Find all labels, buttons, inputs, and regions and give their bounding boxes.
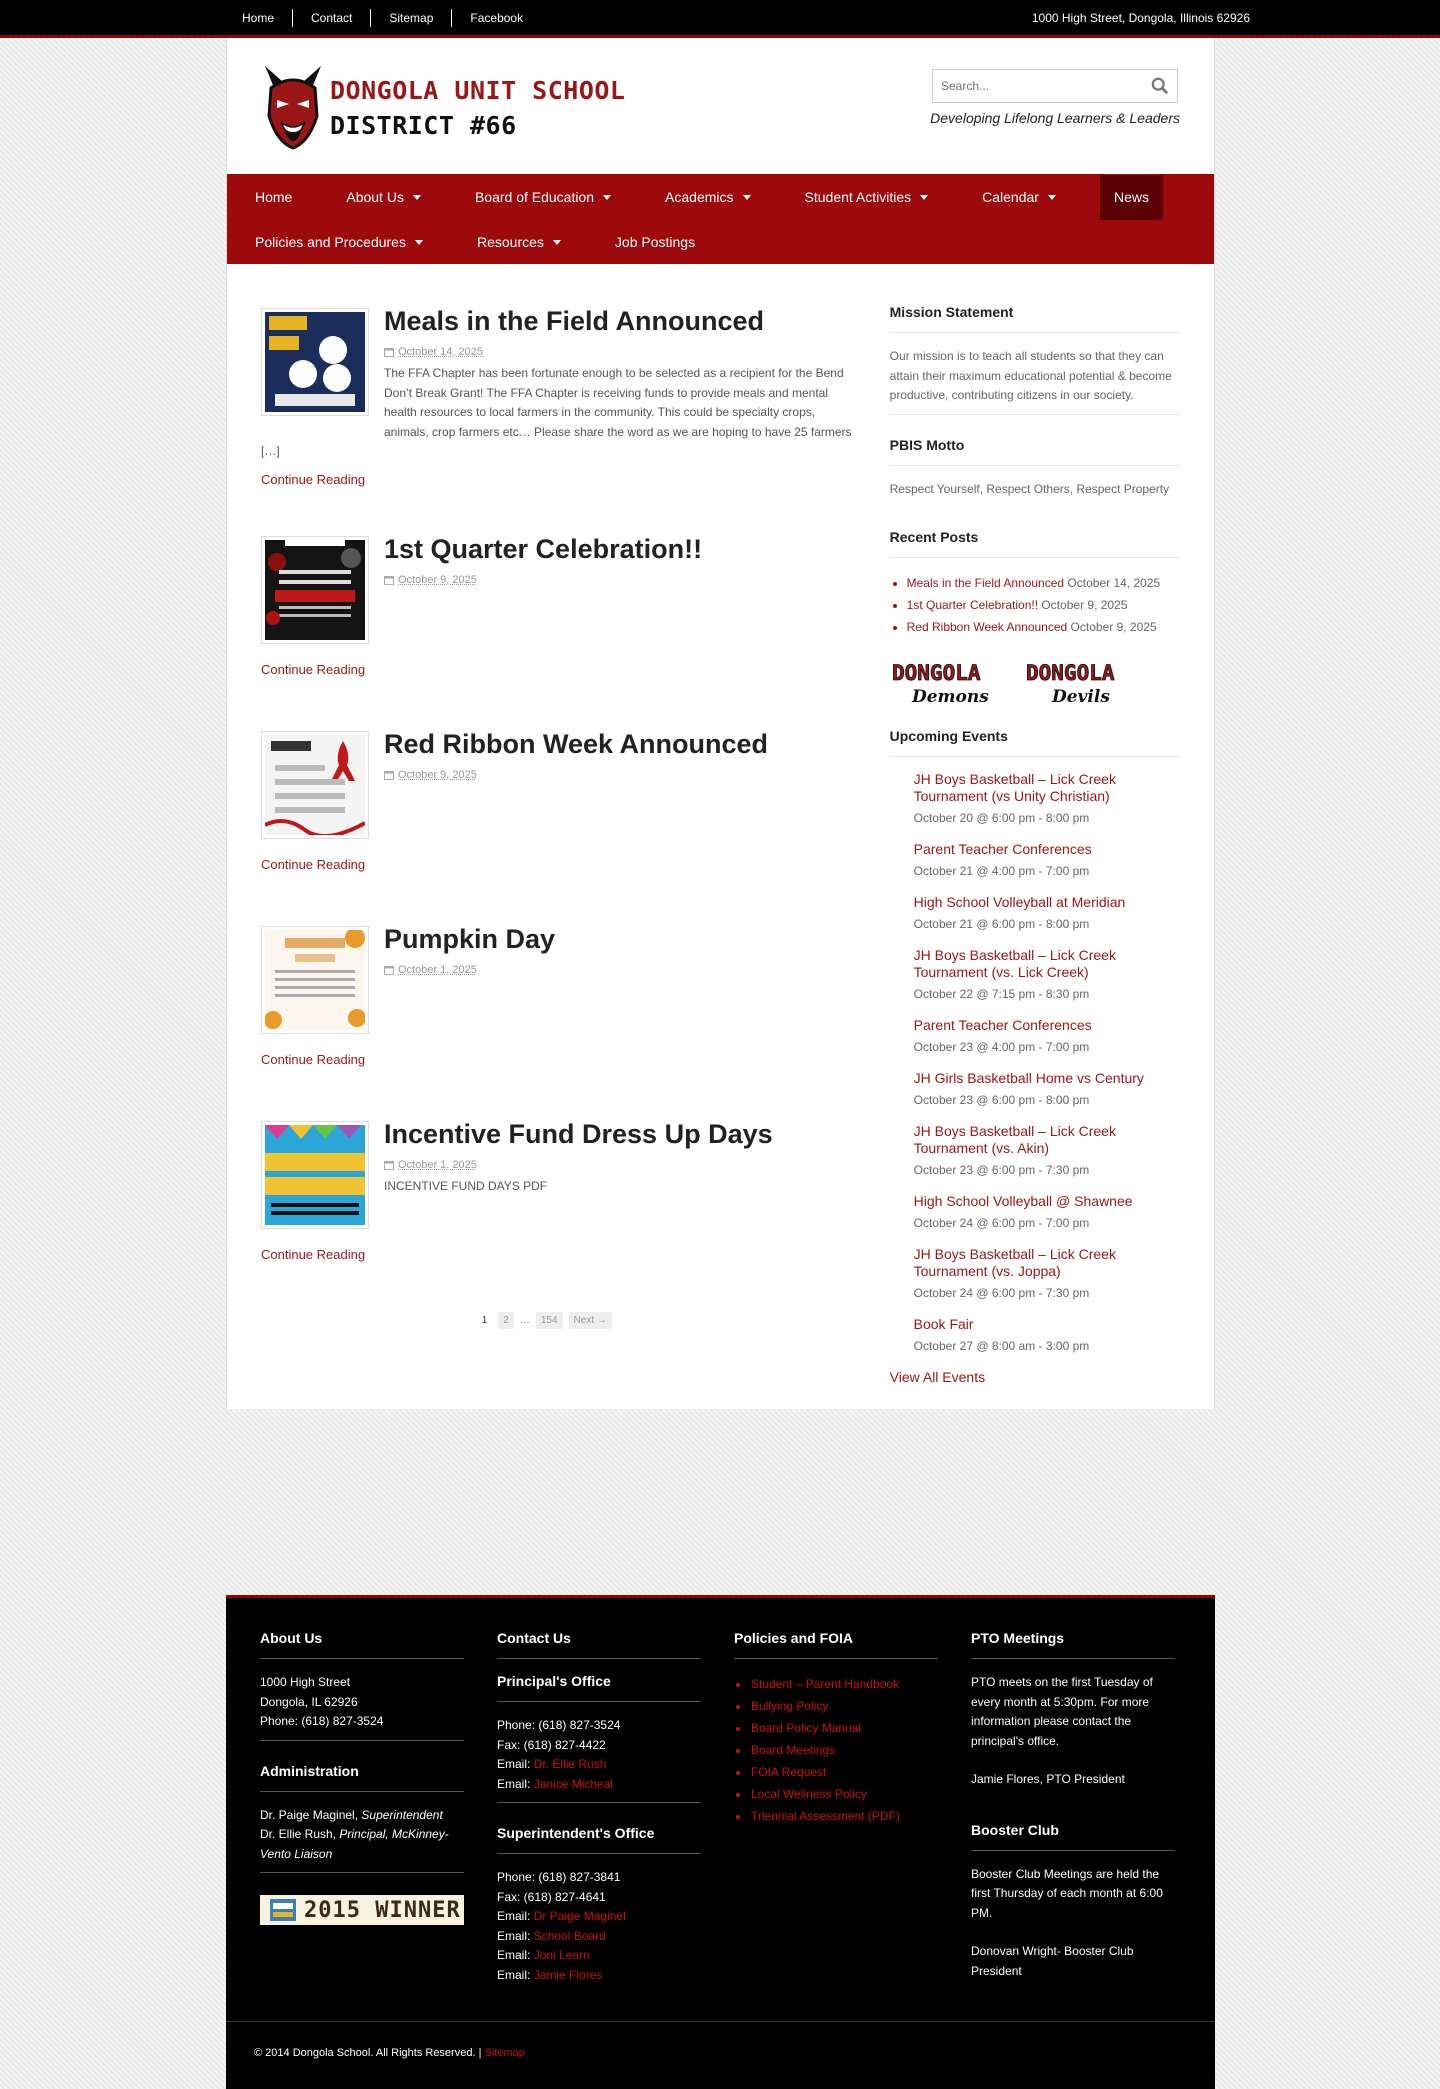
event-item bbox=[890, 1193, 1180, 1230]
page-link-last[interactable]: 154 bbox=[536, 1312, 563, 1329]
contact-fax: Fax: (618) 827-4422 bbox=[497, 1737, 606, 1752]
continue-reading-link[interactable]: Continue Reading bbox=[261, 661, 366, 677]
list-item bbox=[734, 1717, 938, 1739]
footer-sitemap-link[interactable]: Sitemap bbox=[484, 2047, 525, 2059]
event-item bbox=[890, 841, 1180, 878]
nav-label: About Us bbox=[346, 189, 404, 205]
policy-link[interactable]: Triennial Assessment (PDF) bbox=[751, 1809, 900, 1823]
content-area bbox=[227, 264, 1214, 1409]
post-item bbox=[261, 727, 858, 877]
event-link[interactable]: Book Fair bbox=[913, 1316, 974, 1332]
event-link[interactable]: JH Boys Basketball – Lick Creek Tournament (vs. Joppa) bbox=[913, 1246, 1116, 1279]
badge-text: DONGOLA bbox=[1025, 661, 1115, 685]
event-link[interactable]: High School Volleyball @ Shawnee bbox=[913, 1193, 1133, 1209]
post-item bbox=[261, 304, 858, 487]
top-link-sitemap[interactable]: Sitemap bbox=[371, 9, 452, 27]
event-link[interactable]: Parent Teacher Conferences bbox=[913, 841, 1092, 857]
post-item bbox=[261, 1117, 858, 1267]
admin-entry bbox=[260, 1825, 464, 1864]
nav-item-policies-and-procedures[interactable] bbox=[245, 220, 433, 265]
booster-president: Donovan Wright- Booster Club President bbox=[971, 1944, 1134, 1978]
nav-label: Home bbox=[255, 189, 293, 205]
incentive-fund-flyer-image bbox=[265, 1125, 365, 1225]
top-bar bbox=[0, 0, 1440, 38]
contact-email bbox=[497, 1966, 701, 1986]
post-excerpt: The FFA Chapter has been fortunate enough to be selected as a recipient for the Bend Don’t Break Grant! The FFA Chapter is receiving funds to provide meals and mental health resources to local farmers in the community. This could be specialty crops, animals, crop farmers etc… Please share the word as we are hoping to have 25 farmers […] bbox=[261, 366, 852, 458]
email-link[interactable]: Dr Paige Maginel bbox=[533, 1909, 626, 1923]
site-footer bbox=[226, 1595, 1215, 2089]
admin-name: Dr. Ellie Rush, bbox=[260, 1827, 340, 1841]
post-date-text[interactable]: October 1, 2025 bbox=[398, 1158, 477, 1171]
footer-heading: Policies and FOIA bbox=[734, 1630, 938, 1659]
event-link[interactable]: High School Volleyball at Meridian bbox=[913, 894, 1126, 910]
award-logo-icon bbox=[270, 1899, 296, 1921]
superintendent-contact bbox=[497, 1868, 701, 1985]
award-banner[interactable] bbox=[260, 1895, 464, 1925]
policy-link[interactable]: Bullying Policy bbox=[751, 1699, 829, 1713]
email-label: Email: bbox=[497, 1909, 534, 1923]
admin-role: Superintendent bbox=[361, 1807, 443, 1822]
contact-email bbox=[497, 1927, 701, 1947]
nav-item-student-activities[interactable] bbox=[795, 175, 939, 220]
post-title[interactable]: Pumpkin Day bbox=[384, 923, 556, 954]
email-link[interactable]: Janice Micheal bbox=[533, 1776, 614, 1791]
recent-post-date: October 14, 2025 bbox=[1067, 576, 1161, 590]
policy-link[interactable]: Board Policy Manual bbox=[751, 1721, 862, 1735]
list-item bbox=[734, 1783, 938, 1805]
event-item bbox=[890, 1123, 1180, 1177]
list-item bbox=[734, 1761, 938, 1783]
nav-label: Job Postings bbox=[614, 234, 696, 250]
caret-down-icon bbox=[553, 240, 561, 245]
post-item bbox=[261, 922, 858, 1072]
calendar-icon bbox=[384, 1160, 394, 1170]
dongola-demons-logo[interactable] bbox=[890, 660, 1016, 708]
top-link-home[interactable]: Home bbox=[230, 9, 293, 27]
nav-item-academics[interactable] bbox=[655, 175, 760, 220]
badge-text: DONGOLA bbox=[891, 661, 981, 685]
footer-heading: Booster Club bbox=[971, 1822, 1175, 1851]
widget-title: Mission Statement bbox=[890, 304, 1180, 333]
event-time: October 23 @ 6:00 pm - 7:30 pm bbox=[913, 1163, 1090, 1177]
event-item bbox=[890, 771, 1180, 825]
tagline: Developing Lifelong Learners & Leaders bbox=[930, 110, 1180, 126]
post-date-text[interactable]: October 14, 2025 bbox=[398, 346, 484, 358]
list-item bbox=[734, 1805, 938, 1827]
dongola-devils-logo[interactable] bbox=[1024, 660, 1150, 708]
nav-label: Policies and Procedures bbox=[255, 234, 406, 250]
continue-reading-link[interactable]: Continue Reading bbox=[261, 1246, 366, 1262]
school-name-line1: DONGOLA UNIT SCHOOL bbox=[330, 76, 626, 105]
school-name[interactable] bbox=[330, 74, 625, 144]
team-badges bbox=[890, 660, 1180, 708]
address-street: 1000 High Street bbox=[260, 1675, 351, 1689]
contact-fax: Fax: (618) 827-4641 bbox=[497, 1889, 606, 1904]
recent-post-link[interactable]: 1st Quarter Celebration!! bbox=[906, 598, 1039, 612]
page-wrapper bbox=[226, 38, 1215, 1409]
footer-heading: Contact Us bbox=[497, 1630, 701, 1659]
caret-down-icon bbox=[743, 195, 751, 200]
nav-label: Student Activities bbox=[804, 189, 912, 205]
event-time: October 20 @ 6:00 pm - 8:00 pm bbox=[913, 811, 1090, 825]
event-time: October 27 @ 8:00 am - 3:00 pm bbox=[913, 1339, 1090, 1353]
mission-widget bbox=[890, 304, 1180, 415]
footer-contact-column bbox=[497, 1630, 701, 1985]
post-thumbnail[interactable] bbox=[261, 731, 369, 839]
footer-policies-column bbox=[734, 1630, 938, 1985]
page-current: 1 bbox=[481, 1314, 488, 1326]
site-header bbox=[227, 38, 1214, 174]
admin-role: Principal, McKinney-Vento Liaison bbox=[260, 1827, 449, 1861]
view-all-events-link[interactable]: View All Events bbox=[889, 1369, 986, 1385]
top-link-facebook[interactable]: Facebook bbox=[470, 10, 524, 25]
search-box bbox=[932, 69, 1178, 103]
event-time: October 23 @ 4:00 pm - 7:00 pm bbox=[913, 1040, 1090, 1054]
address-city: Dongola, IL 62926 bbox=[260, 1694, 358, 1709]
badge-text: Devils bbox=[1051, 687, 1110, 707]
badge-text: Demons bbox=[911, 687, 989, 707]
post-date-text[interactable]: October 9, 2025 bbox=[398, 768, 477, 781]
post-excerpt: INCENTIVE FUND DAYS PDF bbox=[384, 1178, 548, 1193]
footer-pto-column bbox=[971, 1630, 1175, 1985]
list-item bbox=[734, 1739, 938, 1761]
widget-title: PBIS Motto bbox=[890, 437, 1180, 466]
contact-email bbox=[497, 1907, 701, 1927]
nav-item-resources[interactable] bbox=[467, 220, 571, 265]
recent-post-link[interactable]: Meals in the Field Announced bbox=[906, 576, 1065, 590]
nav-label: Resources bbox=[476, 234, 544, 250]
search-input[interactable] bbox=[941, 79, 1151, 93]
nav-label: Board of Education bbox=[474, 189, 595, 205]
principal-contact bbox=[497, 1716, 701, 1803]
caret-down-icon bbox=[920, 195, 928, 200]
post-date bbox=[384, 964, 858, 976]
email-label: Email: bbox=[497, 1776, 534, 1791]
nav-item-about-us[interactable] bbox=[336, 175, 431, 220]
nav-item-board-of-education[interactable] bbox=[465, 175, 621, 220]
nav-label: News bbox=[1113, 189, 1149, 205]
post-date bbox=[384, 346, 858, 358]
nav-item-home[interactable] bbox=[245, 175, 302, 220]
page-link-2[interactable]: 2 bbox=[498, 1312, 514, 1329]
widget-title: Upcoming Events bbox=[890, 728, 1180, 757]
email-link[interactable]: School Board bbox=[533, 1928, 606, 1943]
quarter-celebration-flyer-image bbox=[265, 540, 365, 640]
nav-label: Academics bbox=[665, 189, 734, 205]
pagination bbox=[261, 1312, 858, 1329]
event-item bbox=[890, 1316, 1180, 1353]
list-item bbox=[890, 616, 1180, 638]
contact-email bbox=[497, 1775, 701, 1795]
event-link[interactable]: JH Boys Basketball – Lick Creek Tournament (vs Unity Christian) bbox=[913, 771, 1116, 804]
nav-item-calendar[interactable] bbox=[972, 175, 1066, 220]
policy-link[interactable]: Board Meetings bbox=[751, 1743, 836, 1757]
event-item bbox=[890, 1017, 1180, 1054]
event-time: October 21 @ 4:00 pm - 7:00 pm bbox=[913, 864, 1090, 878]
continue-reading-link[interactable]: Continue Reading bbox=[261, 856, 366, 872]
list-item bbox=[734, 1695, 938, 1717]
pbis-text: Respect Yourself, Respect Others, Respect Property bbox=[889, 481, 1170, 496]
top-address: 1000 High Street, Dongola, Illinois 62926 bbox=[1031, 10, 1250, 25]
nav-label: Calendar bbox=[982, 189, 1039, 205]
nav-item-news[interactable] bbox=[1100, 175, 1163, 220]
email-link[interactable]: Joni Learn bbox=[533, 1948, 590, 1962]
recent-post-date: October 9, 2025 bbox=[1041, 598, 1128, 612]
email-label: Email: bbox=[497, 1928, 534, 1943]
footer-address bbox=[260, 1673, 464, 1741]
mission-text: Our mission is to teach all students so that they can attain their maximum educational potential & become productive, contributing citizens in our society. bbox=[890, 347, 1180, 415]
admin-entry bbox=[260, 1806, 464, 1826]
caret-down-icon bbox=[415, 240, 423, 245]
event-item bbox=[890, 1070, 1180, 1107]
email-label: Email: bbox=[497, 1967, 534, 1982]
post-title[interactable]: Red Ribbon Week Announced bbox=[384, 728, 769, 759]
pto-text: PTO meets on the first Tuesday of every month at 5:30pm. For more information please contact the principal's office. bbox=[971, 1675, 1153, 1748]
event-time: October 23 @ 6:00 pm - 8:00 pm bbox=[913, 1093, 1090, 1107]
footer-heading: Administration bbox=[260, 1763, 464, 1792]
event-time: October 22 @ 7:15 pm - 8:30 pm bbox=[913, 987, 1090, 1001]
page-ellipsis: … bbox=[519, 1314, 530, 1326]
pto-president: Jamie Flores, PTO President bbox=[971, 1772, 1125, 1786]
post-thumbnail[interactable] bbox=[261, 1121, 369, 1229]
post-thumbnail[interactable] bbox=[261, 926, 369, 1034]
post-date bbox=[384, 574, 858, 586]
event-time: October 21 @ 6:00 pm - 8:00 pm bbox=[913, 917, 1090, 931]
award-text: 2015 WINNER bbox=[304, 1897, 461, 1923]
calendar-icon bbox=[384, 770, 394, 780]
upcoming-events-widget bbox=[890, 728, 1180, 1387]
caret-down-icon bbox=[413, 195, 421, 200]
pumpkin-day-flyer-image bbox=[265, 930, 365, 1030]
event-time: October 24 @ 6:00 pm - 7:00 pm bbox=[913, 1216, 1090, 1230]
post-title[interactable]: Meals in the Field Announced bbox=[384, 306, 765, 336]
red-ribbon-flyer-image bbox=[265, 735, 365, 835]
policy-link[interactable]: FOIA Request bbox=[751, 1765, 827, 1779]
footer-subheading: Superintendent's Office bbox=[497, 1825, 701, 1854]
calendar-icon bbox=[384, 965, 394, 975]
calendar-icon bbox=[384, 347, 394, 357]
caret-down-icon bbox=[603, 195, 611, 200]
pbis-widget bbox=[890, 437, 1180, 508]
top-nav bbox=[230, 9, 541, 27]
post-list bbox=[261, 304, 858, 1409]
copyright-text: © 2014 Dongola School. All Rights Reserved. | bbox=[254, 2047, 485, 2059]
footer-about-column bbox=[260, 1630, 464, 1985]
contact-email bbox=[497, 1946, 701, 1966]
admin-name: Dr. Paige Maginel, bbox=[260, 1807, 362, 1822]
event-time: October 24 @ 6:00 pm - 7:30 pm bbox=[913, 1286, 1090, 1300]
recent-posts-list bbox=[890, 572, 1180, 638]
event-link[interactable]: JH Girls Basketball Home vs Century bbox=[913, 1070, 1144, 1086]
email-link[interactable]: Dr. Ellie Rush bbox=[533, 1757, 607, 1771]
meals-flyer-image bbox=[265, 312, 365, 412]
calendar-icon bbox=[384, 575, 394, 585]
caret-down-icon bbox=[1048, 195, 1056, 200]
list-item bbox=[890, 594, 1180, 616]
event-link[interactable]: JH Boys Basketball – Lick Creek Tournament (vs. Lick Creek) bbox=[913, 947, 1116, 980]
post-date-text[interactable]: October 9, 2025 bbox=[398, 573, 477, 586]
email-label: Email: bbox=[497, 1757, 534, 1771]
continue-reading-link[interactable]: Continue Reading bbox=[261, 471, 366, 487]
policy-link[interactable]: Local Wellness Policy bbox=[751, 1787, 867, 1801]
post-title[interactable]: 1st Quarter Celebration!! bbox=[384, 533, 703, 564]
list-item bbox=[734, 1673, 938, 1695]
footer-columns bbox=[226, 1598, 1215, 1985]
footer-subheading: Principal's Office bbox=[497, 1673, 701, 1702]
copyright-bar bbox=[226, 2021, 1215, 2089]
post-date-text[interactable]: October 1, 2025 bbox=[398, 963, 477, 976]
event-link[interactable]: Parent Teacher Conferences bbox=[913, 1017, 1092, 1033]
nav-item-job-postings[interactable] bbox=[605, 220, 705, 265]
post-title[interactable]: Incentive Fund Dress Up Days bbox=[384, 1118, 773, 1149]
footer-heading: PTO Meetings bbox=[971, 1630, 1175, 1659]
footer-administration bbox=[260, 1806, 464, 1874]
event-item bbox=[890, 947, 1180, 1001]
event-item bbox=[890, 894, 1180, 931]
email-link[interactable]: Jamie Flores bbox=[533, 1967, 603, 1982]
page-next-button[interactable]: Next → bbox=[569, 1312, 612, 1329]
footer-heading: About Us bbox=[260, 1630, 464, 1659]
list-item bbox=[890, 572, 1180, 594]
policy-link[interactable]: Student – Parent Handbook bbox=[751, 1677, 900, 1691]
booster-text: Booster Club Meetings are held the first Thursday of each month at 6:00 PM. bbox=[971, 1866, 1163, 1920]
contact-phone: Phone: (618) 827-3841 bbox=[497, 1870, 621, 1884]
devil-mascot-logo[interactable] bbox=[261, 64, 325, 150]
email-label: Email: bbox=[497, 1948, 534, 1962]
recent-post-date: October 9, 2025 bbox=[1070, 620, 1157, 634]
post-date bbox=[384, 769, 858, 781]
address-phone: Phone: (618) 827-3524 bbox=[260, 1714, 384, 1728]
post-date bbox=[384, 1159, 858, 1171]
sidebar bbox=[890, 304, 1180, 1409]
event-item bbox=[890, 1246, 1180, 1300]
post-thumbnail[interactable] bbox=[261, 536, 369, 644]
school-name-line2: DISTRICT #66 bbox=[330, 111, 517, 140]
recent-posts-widget bbox=[890, 529, 1180, 638]
post-item bbox=[261, 532, 858, 682]
policies-list bbox=[734, 1673, 938, 1827]
recent-post-link[interactable]: Red Ribbon Week Announced bbox=[906, 620, 1068, 634]
post-thumbnail[interactable] bbox=[261, 308, 369, 416]
continue-reading-link[interactable]: Continue Reading bbox=[261, 1051, 366, 1067]
main-nav bbox=[227, 174, 1214, 264]
top-link-contact[interactable]: Contact bbox=[293, 9, 371, 27]
search-icon[interactable] bbox=[1151, 77, 1169, 95]
event-link[interactable]: JH Boys Basketball – Lick Creek Tournament (vs. Akin) bbox=[913, 1123, 1116, 1156]
contact-phone: Phone: (618) 827-3524 bbox=[497, 1718, 621, 1732]
contact-email bbox=[497, 1755, 701, 1775]
widget-title: Recent Posts bbox=[890, 529, 1180, 558]
